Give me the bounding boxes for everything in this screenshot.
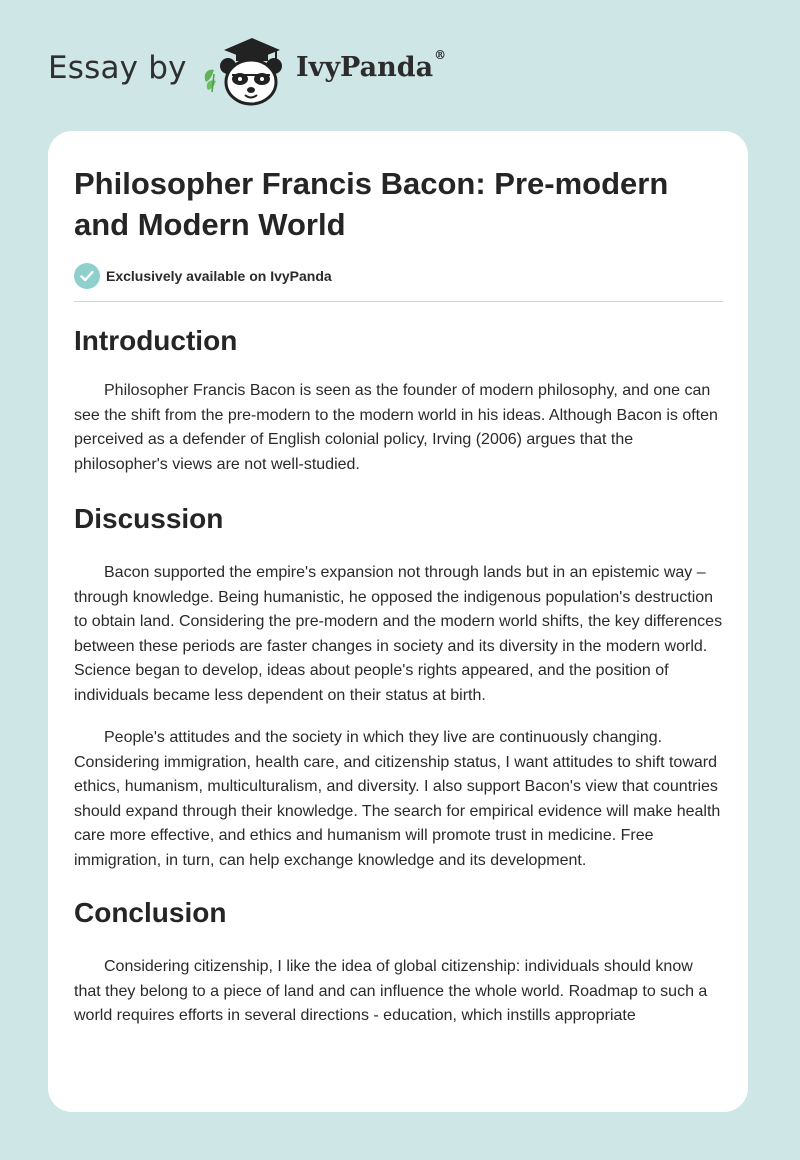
- section-heading-conclusion: Conclusion: [74, 897, 227, 928]
- essay-by-label: Essay by: [48, 50, 187, 86]
- paragraph: Considering citizenship, I like the idea of global citizenship: individuals should know that they belong to a piece of land and can influence the whole world. Roadmap to such a world requires efforts in several directions - education, which instills appropriate: [74, 958, 708, 1024]
- paragraph: Philosopher Francis Bacon is seen as the founder of modern philosophy, and one can see the shift from the pre-modern to the modern world in his ideas. Although Bacon is often perceived as a defender of English colonial policy, Irving (2006) argues that the philosopher's views are not well-studied.: [74, 382, 718, 473]
- paragraph: People's attitudes and the society in which they live are continuously changing. Considering immigration, health care, and citizenship status, I want attitudes to shift toward ethics, humanism, multiculturalism, and diversity. I also support Bacon's view that countries should expand through their knowledge. The search for empirical evidence will make health care more effective, and ethics and humanism will promote trust in medicine. Free immigration, in turn, can help exchange knowledge and its development.: [74, 729, 721, 869]
- essay-card: [48, 131, 748, 1112]
- paragraph: Bacon supported the empire's expansion not through lands but in an epistemic way – through knowledge. Being humanistic, he opposed the indigenous population's destruction to obtain land. Considering the pre-modern and the modern world shifts, the key differences between these periods are faster changes in society and its diversity in the modern world. Science began to develop, ideas about people's rights appeared, and the position of individuals became less dependent on their status at birth.: [74, 564, 723, 704]
- title-divider: [74, 301, 723, 302]
- registered-mark: ®: [434, 48, 447, 62]
- brand-name[interactable]: IvyPanda®: [296, 48, 447, 83]
- check-circle-icon: [74, 263, 100, 289]
- section-heading-discussion: Discussion: [74, 503, 224, 534]
- panda-graduate-icon[interactable]: [200, 34, 290, 110]
- section-heading-introduction: Introduction: [74, 325, 238, 356]
- page-title: Philosopher Francis Bacon: Pre-modern and Modern World: [74, 166, 669, 242]
- site-header: [0, 0, 800, 130]
- exclusive-badge-text: Exclusively available on IvyPanda: [106, 268, 332, 284]
- exclusive-badge: [74, 263, 723, 289]
